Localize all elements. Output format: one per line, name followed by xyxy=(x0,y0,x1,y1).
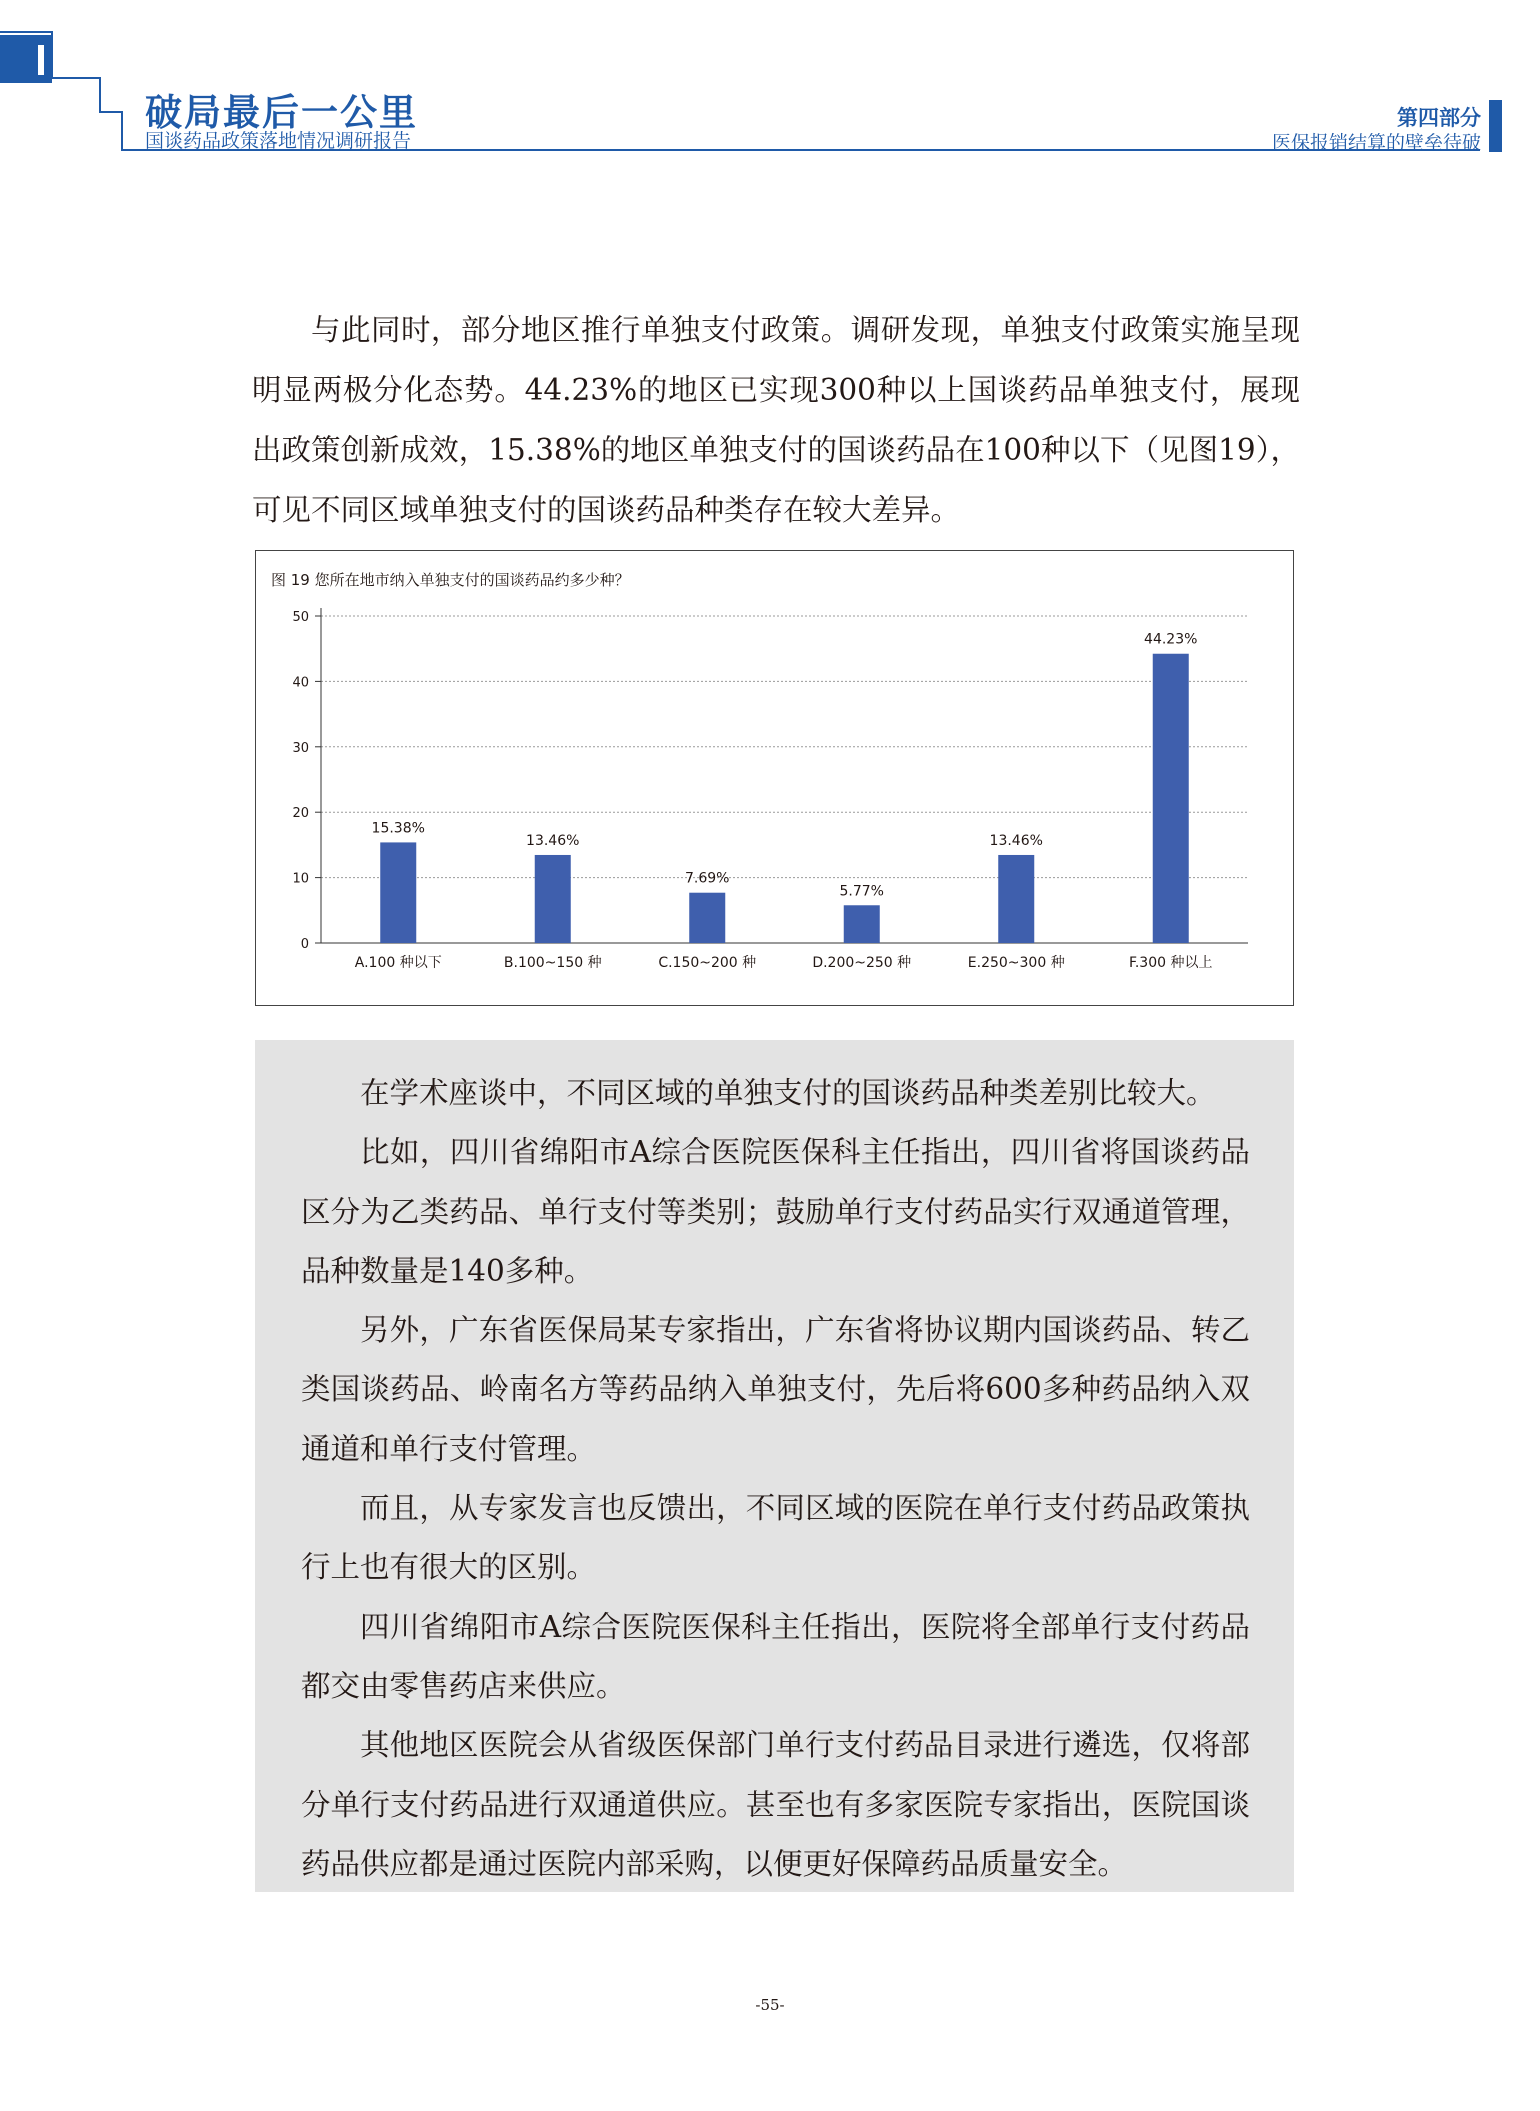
box-paragraph: 其他地区医院会从省级医保部门单行支付药品目录进行遴选，仅将部分单行支付药品进行双通道供应。甚至也有多家医院专家指出，医院国谈药品供应都是通过医院内部采购，以便更好保障药品质量安全。 xyxy=(301,1728,1250,1881)
bar xyxy=(689,893,725,943)
report-subtitle: 国谈药品政策落地情况调研报告 xyxy=(145,130,412,152)
box-paragraph: 四川省绵阳市A综合医院医保科主任指出，医院将全部单行支付药品都交由零售药店来供应。 xyxy=(301,1609,1250,1703)
y-tick-label: 40 xyxy=(292,675,309,691)
data-label: 13.46% xyxy=(526,832,580,849)
header-tab-mark xyxy=(0,35,52,83)
bar xyxy=(380,842,416,943)
bar xyxy=(844,905,880,943)
bar-chart xyxy=(256,551,1293,1005)
case-study-box xyxy=(255,1040,1294,1892)
section-accent-bar xyxy=(1489,100,1502,152)
section-label: 第四部分 xyxy=(1397,106,1481,130)
y-tick-label: 0 xyxy=(300,937,309,952)
y-tick-label: 10 xyxy=(292,871,309,887)
data-label: 13.46% xyxy=(989,832,1043,849)
x-tick-label: A.100 种以下 xyxy=(354,955,442,971)
box-paragraph: 另外，广东省医保局某专家指出，广东省将协议期内国谈药品、转乙类国谈药品、岭南名方等药品纳入单独支付，先后将600多种药品纳入双通道和单行支付管理。 xyxy=(301,1313,1250,1466)
y-tick-label: 20 xyxy=(292,806,309,822)
box-paragraph: 而且，从专家发言也反馈出，不同区域的医院在单行支付药品政策执行上也有很大的区别。 xyxy=(301,1491,1250,1585)
bar xyxy=(535,855,571,943)
bar xyxy=(1153,654,1189,943)
figure-19 xyxy=(255,550,1294,1006)
section-subtitle: 医保报销结算的壁垒待破 xyxy=(1271,132,1481,154)
x-tick-label: D.200~250 种 xyxy=(812,955,912,971)
y-tick-label: 30 xyxy=(292,740,309,756)
x-tick-label: B.100~150 种 xyxy=(503,955,602,971)
x-tick-label: C.150~200 种 xyxy=(658,955,757,971)
figure-title: 图 19 您所在地市纳入单独支付的国谈药品约多少种？ xyxy=(271,571,630,589)
intro-paragraph: 与此同时，部分地区推行单独支付政策。调研发现，单独支付政策实施呈现明显两极分化态势。44.23%的地区已实现300种以上国谈药品单独支付，展现出政策创新成效，15.38%的地区单独支付的国谈药品在100种以下（见图19），可见不同区域单独支付的国谈药品种类存在较大差异。 xyxy=(252,313,1300,527)
page-number: -55- xyxy=(755,1996,785,2014)
data-label: 44.23% xyxy=(1144,631,1198,648)
y-tick-label: 50 xyxy=(292,610,309,625)
data-label: 15.38% xyxy=(371,820,425,837)
box-paragraph: 在学术座谈中，不同区域的单独支付的国谈药品种类差别比较大。 xyxy=(360,1076,1216,1110)
bar xyxy=(998,855,1034,943)
data-label: 7.69% xyxy=(685,870,730,887)
x-tick-label: E.250~300 种 xyxy=(967,955,1065,971)
report-title: 破局最后一公里 xyxy=(145,91,418,134)
x-tick-label: F.300 种以上 xyxy=(1129,955,1213,971)
box-paragraph: 比如，四川省绵阳市A综合医院医保科主任指出，四川省将国谈药品区分为乙类药品、单行支付等类别；鼓励单行支付药品实行双通道管理，品种数量是140多种。 xyxy=(301,1135,1250,1288)
data-label: 5.77% xyxy=(839,883,884,900)
